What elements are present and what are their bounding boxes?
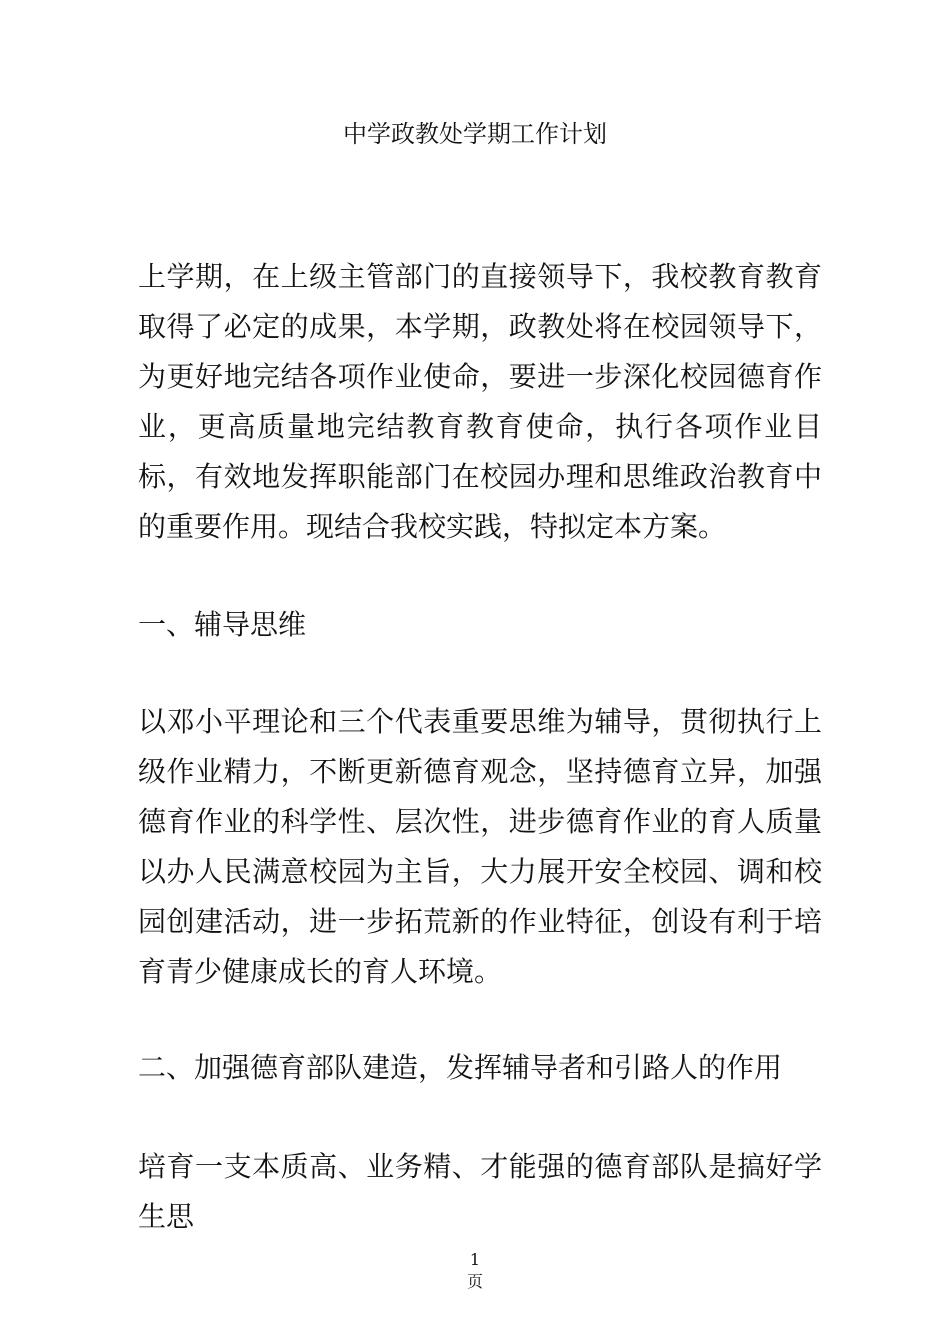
page-label: 页: [466, 1272, 483, 1291]
section-1-paragraph: 以邓小平理论和三个代表重要思维为辅导，贯彻执行上级作业精力，不断更新德育观念，坚持德育立异，加强德育作业的科学性、层次性，进步德育作业的育人质量以办人民满意校园为主旨，大力展开安全校园、调和校园创建活动，进一步拓荒新的作业特征，创设有利于培育青少健康成长的育人环境。: [138, 705, 822, 988]
section-1-heading: 一、辅导思维: [138, 608, 307, 641]
document-title: 中学政教处学期工作计划: [343, 120, 607, 148]
section-2-paragraph: 培育一支本质高、业务精、才能强的德育部队是搞好学生思: [138, 1150, 822, 1233]
page-number: 1: [469, 1250, 481, 1269]
intro-paragraph: 上学期，在上级主管部门的直接领导下，我校教育教育取得了必定的成果，本学期，政教处将在校园领导下，为更好地完结各项作业使命，要进一步深化校园德育作业，更高质量地完结教育教育使命，执行各项作业目标，有效地发挥职能部门在校园办理和思维政治教育中的重要作用。现结合我校实践，特拟定本方案。: [138, 260, 822, 543]
section-2-heading: 二、加强德育部队建造，发挥辅导者和引路人的作用: [138, 1051, 783, 1084]
